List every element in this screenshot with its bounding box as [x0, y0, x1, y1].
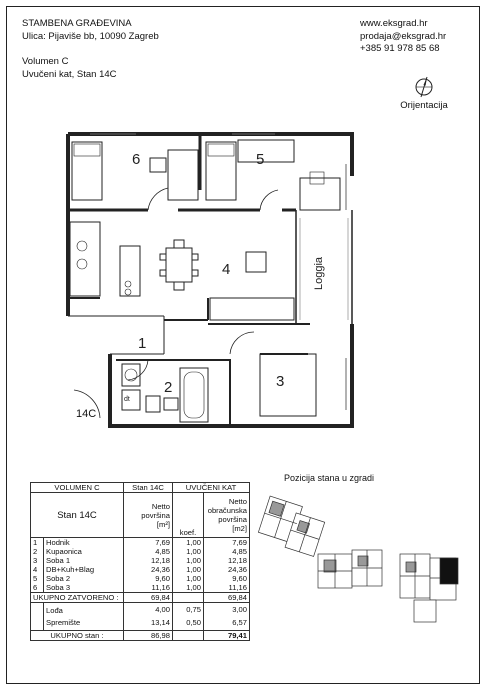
- row-no: 2: [31, 547, 44, 556]
- door-3: [230, 332, 254, 354]
- grand-total-row: [31, 631, 250, 641]
- bed-room5: [206, 142, 236, 200]
- email-link[interactable]: prodaja@eksgrad.hr: [360, 30, 447, 42]
- row-koef: 1,00: [173, 547, 204, 556]
- row-area: 7,69: [124, 538, 173, 548]
- row-koef: 1,00: [173, 565, 204, 574]
- row-area: 4,85: [124, 547, 173, 556]
- volume-cell: VOLUMEN C: [31, 483, 124, 493]
- highlighted-apartment: [440, 558, 458, 584]
- floor-plan: [60, 128, 360, 433]
- row-koef: 0,50: [173, 615, 204, 631]
- row-no: 6: [31, 583, 44, 593]
- dining-table: [166, 248, 192, 282]
- row-name: DB+Kuh+Blag: [44, 565, 124, 574]
- phone-number: +385 91 978 85 68: [360, 43, 440, 54]
- orientation-label: Orijentacija: [400, 100, 448, 111]
- row-name: Soba 3: [44, 583, 124, 593]
- room-1-label: 1: [138, 335, 147, 352]
- grand-total-calc: 79,41: [204, 631, 250, 641]
- table-row: [31, 538, 250, 548]
- row-calc: 3,00: [204, 603, 250, 616]
- orientation: [394, 76, 454, 111]
- row-koef: 1,00: [173, 574, 204, 583]
- tv-stand: [246, 252, 266, 272]
- obr-h4: [m2]: [232, 524, 247, 533]
- table-row: [31, 583, 250, 593]
- table-row: [31, 603, 250, 616]
- desk-room5: [300, 178, 340, 210]
- floor-cell: UVUČENI KAT: [173, 483, 250, 493]
- sink: [164, 398, 178, 410]
- room-3-label: 3: [276, 373, 285, 390]
- door-6: [148, 188, 168, 210]
- koef-header: koef.: [173, 493, 204, 538]
- apt-short-cell: Stan 14C: [124, 483, 173, 493]
- row-name: Lođa: [44, 603, 124, 616]
- room-6-label: 6: [132, 151, 141, 168]
- building-position-plan: [250, 492, 465, 627]
- bed-room6: [72, 142, 102, 200]
- closed-total-area: 69,84: [124, 593, 173, 603]
- door-5: [260, 190, 278, 210]
- wardrobe-room6: [168, 150, 198, 200]
- obr-h3: površina: [218, 515, 247, 524]
- website-link[interactable]: www.eksgrad.hr: [360, 18, 428, 29]
- closed-total-calc: 69,84: [204, 593, 250, 603]
- wall-bath: [116, 354, 308, 426]
- building-block-a: [257, 496, 328, 556]
- row-area: 12,18: [124, 556, 173, 565]
- apartment-boundary: [68, 316, 164, 354]
- row-koef: 1,00: [173, 538, 204, 548]
- room-2-label: 2: [164, 379, 173, 396]
- row-calc: 4,85: [204, 547, 250, 556]
- row-name: Hodnik: [44, 538, 124, 548]
- row-calc: 11,16: [204, 583, 250, 593]
- row-calc: 6,57: [204, 615, 250, 631]
- row-koef: 1,00: [173, 583, 204, 593]
- loggia-label: Loggia: [313, 256, 325, 290]
- row-area: 13,14: [124, 615, 173, 631]
- row-no: 1: [31, 538, 44, 548]
- row-koef: 0,75: [173, 603, 204, 616]
- building-block-b: [318, 550, 382, 588]
- grand-total-label: UKUPNO stan :: [31, 631, 124, 641]
- row-area: 11,16: [124, 583, 173, 593]
- company-block: [22, 18, 159, 43]
- contact-block: [360, 18, 446, 56]
- toilet: [146, 396, 160, 412]
- unit-number: 14C: [76, 408, 97, 420]
- room-4-label: 4: [222, 261, 231, 278]
- wardrobe-room5: [238, 140, 294, 162]
- table-row: [31, 574, 250, 583]
- row-no: 3: [31, 556, 44, 565]
- obr-h2: obračunska: [207, 506, 247, 515]
- table-row: [31, 556, 250, 565]
- row-area: 4,00: [124, 603, 173, 616]
- volume-label: Volumen C: [22, 56, 69, 67]
- row-calc: 7,69: [204, 538, 250, 548]
- row-koef: 1,00: [173, 556, 204, 565]
- washing-machine: [122, 364, 140, 386]
- row-area: 24,36: [124, 565, 173, 574]
- table-row: [31, 615, 250, 631]
- floor-unit-label: Uvučeni kat, Stan 14C: [22, 68, 117, 80]
- table-row: [31, 547, 250, 556]
- netto-h2: površina: [141, 510, 170, 520]
- row-name: Soba 2: [44, 574, 124, 583]
- door-2: [128, 360, 148, 380]
- unit-info: [22, 56, 117, 81]
- window-top: [90, 134, 346, 410]
- row-name: Kupaonica: [44, 547, 124, 556]
- kitchen-counter: [70, 222, 100, 296]
- row-calc: 9,60: [204, 574, 250, 583]
- netto-h3: [m²]: [156, 519, 170, 529]
- compass-icon: [413, 76, 435, 98]
- closed-total-row: [31, 593, 250, 603]
- row-name: Spremište: [44, 615, 124, 631]
- grand-total-area: 86,98: [124, 631, 173, 641]
- bed-room3: [260, 354, 316, 416]
- kitchen-island: [120, 246, 140, 296]
- obr-h1: Netto: [228, 497, 247, 506]
- apt-name-cell: Stan 14C: [31, 493, 124, 538]
- row-no: 4: [31, 565, 44, 574]
- row-calc: 24,36: [204, 565, 250, 574]
- position-title: Pozicija stana u zgradi: [284, 473, 375, 483]
- table-row: [31, 565, 250, 574]
- area-table: [30, 482, 250, 641]
- netto-h1: Netto: [151, 501, 170, 511]
- sofa: [210, 298, 294, 320]
- netto-header: [124, 493, 173, 538]
- dt-label: dt: [124, 396, 130, 403]
- row-calc: 12,18: [204, 556, 250, 565]
- obr-header: [204, 493, 250, 538]
- row-area: 9,60: [124, 574, 173, 583]
- room-5-label: 5: [256, 151, 265, 168]
- company-name: STAMBENA GRAĐEVINA: [22, 18, 132, 29]
- closed-total-label: UKUPNO ZATVORENO :: [31, 593, 124, 603]
- company-address: Ulica: Pijaviše bb, 10090 Zagreb: [22, 30, 159, 42]
- row-no: 5: [31, 574, 44, 583]
- row-name: Soba 1: [44, 556, 124, 565]
